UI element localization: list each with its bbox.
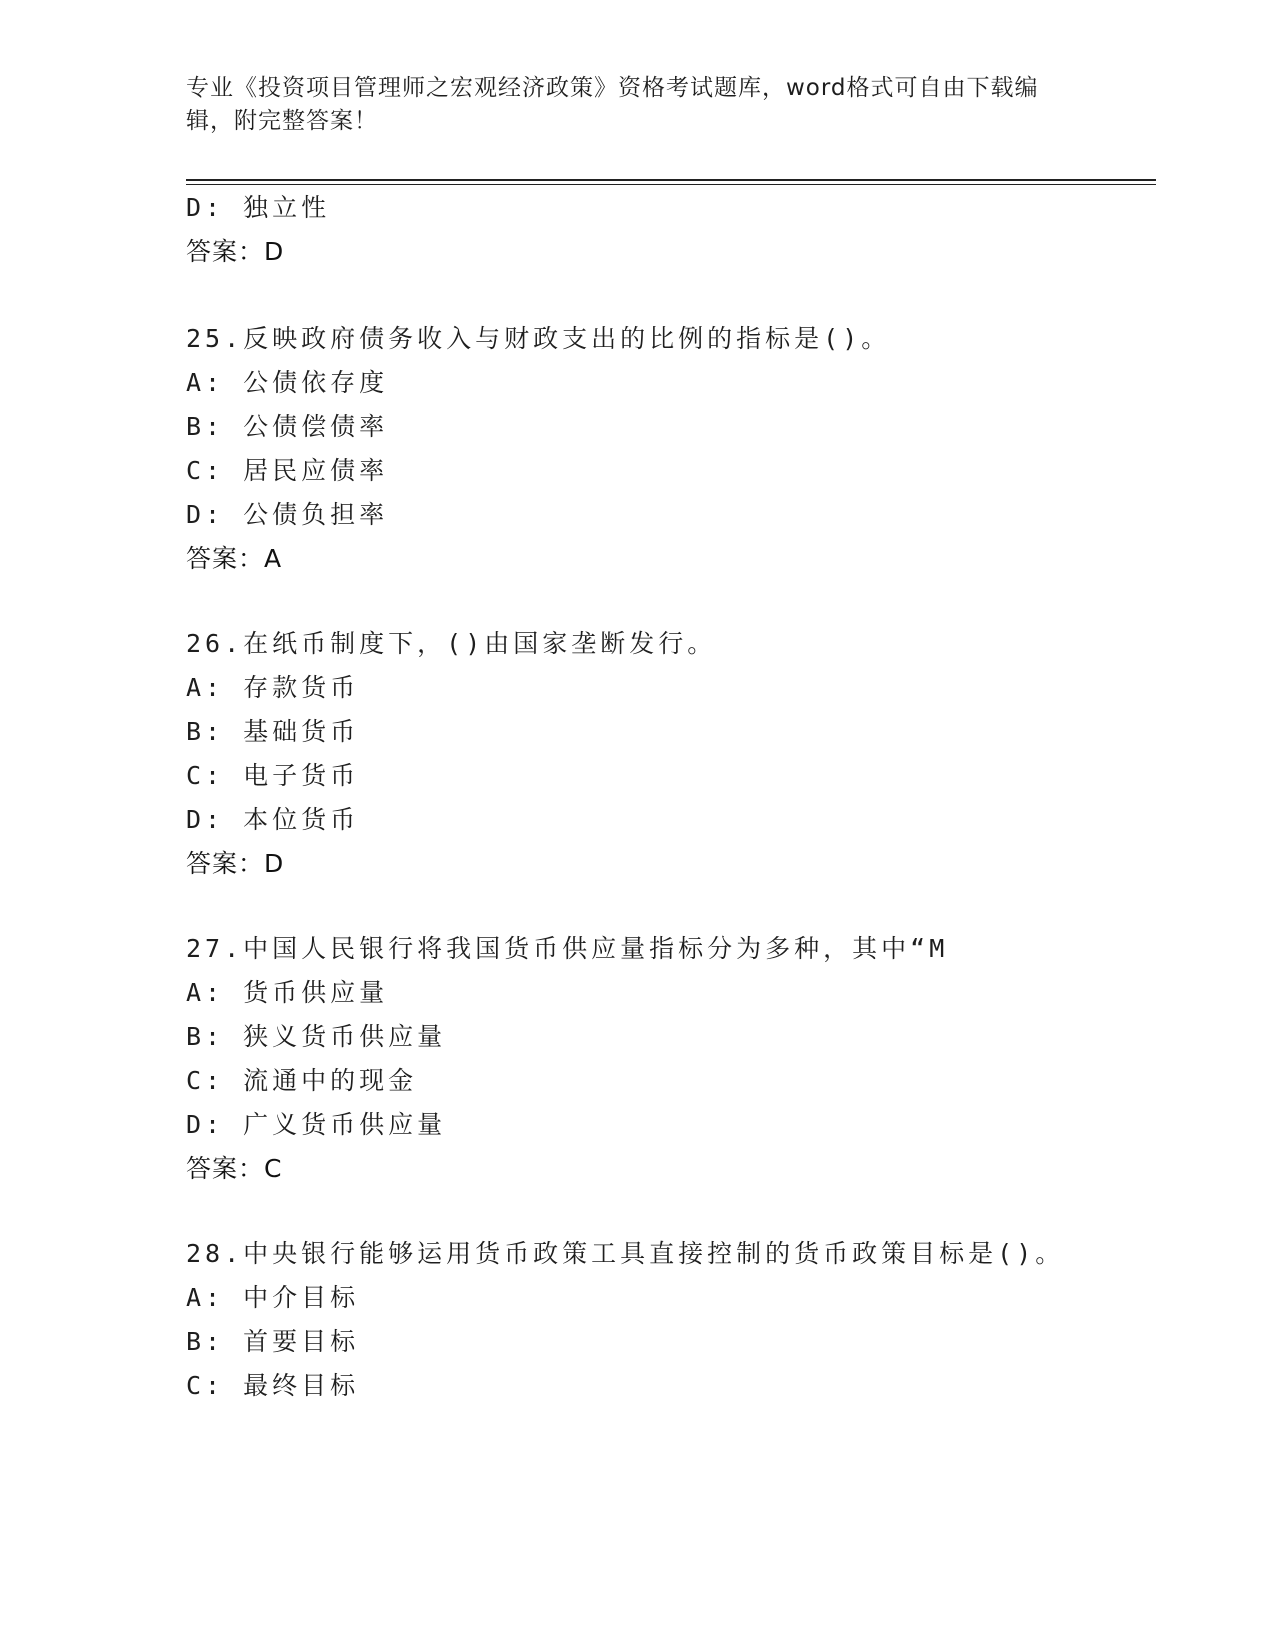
header-line-1: 专业《投资项目管理师之宏观经济政策》资格考试题库，word格式可自由下载编 [186, 75, 1039, 101]
question-28-option-a: A: 中介目标 [186, 1283, 360, 1312]
question-25-option-c: C: 居民应债率 [186, 456, 389, 485]
question-26-option-b: B: 基础货币 [186, 717, 360, 746]
question-26-stem: 26.在纸币制度下，()由国家垄断发行。 [186, 629, 717, 658]
question-27-option-b: B: 狭义货币供应量 [186, 1022, 447, 1051]
question-25-answer: 答案：A [186, 544, 283, 573]
document-header [186, 72, 1066, 138]
header-divider-thick [186, 179, 1156, 181]
question-28-option-b: B: 首要目标 [186, 1327, 360, 1356]
prev-answer: 答案：D [186, 237, 285, 266]
question-25-option-d: D: 公债负担率 [186, 500, 389, 529]
prev-option-d: D: 独立性 [186, 193, 331, 222]
header-divider-thin [186, 184, 1156, 185]
question-26-option-d: D: 本位货币 [186, 805, 360, 834]
question-25-stem: 25.反映政府债务收入与财政支出的比例的指标是()。 [186, 324, 891, 353]
question-27-answer: 答案：C [186, 1154, 283, 1183]
question-27-stem: 27.中国人民银行将我国货币供应量指标分为多种，其中“M [186, 934, 949, 963]
question-26-option-a: A: 存款货币 [186, 673, 360, 702]
question-27-option-c: C: 流通中的现金 [186, 1066, 418, 1095]
header-line-2: 辑，附完整答案！ [186, 108, 378, 134]
question-27-option-d: D: 广义货币供应量 [186, 1110, 447, 1139]
question-27-option-a: A: 货币供应量 [186, 978, 389, 1007]
question-26-option-c: C: 电子货币 [186, 761, 360, 790]
question-28-option-c: C: 最终目标 [186, 1371, 360, 1400]
question-28-stem: 28.中央银行能够运用货币政策工具直接控制的货币政策目标是()。 [186, 1239, 1065, 1268]
question-26-answer: 答案：D [186, 849, 285, 878]
question-25-option-b: B: 公债偿债率 [186, 412, 389, 441]
question-25-option-a: A: 公债依存度 [186, 368, 389, 397]
